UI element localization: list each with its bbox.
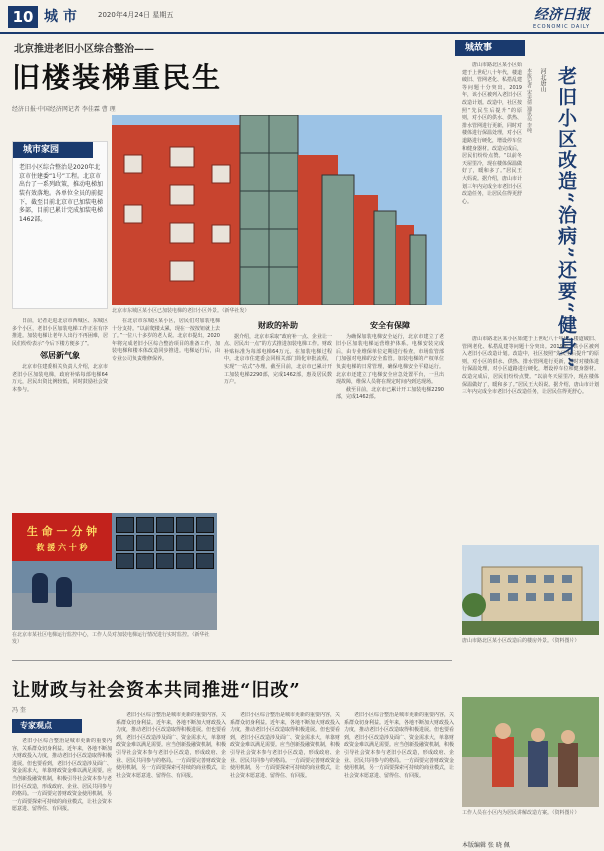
section-divider: [12, 660, 452, 661]
renovated-building-photo: [462, 545, 599, 635]
banner-line-2: 救 援 六 十 秒: [36, 543, 88, 552]
lead-byline: 经济日报·中国经济网记者 李佳霖 曹 理: [12, 106, 116, 113]
story-column: [462, 62, 522, 332]
second-column-4: [344, 712, 454, 844]
paragraph: 北京市住建委相关负责人介绍，北京市老旧小区加装电梯，政府补贴每部电梯64万元，居民出资比例较低，同时鼓励社会资本参与。: [12, 363, 108, 393]
paragraph: 老旧小区综合整治是城市更新的重要内容，关系群众切身利益。近年来，各地不断加大财政投入力度，推动老旧小区改造取得积极进展。但也要看到，老旧小区改造涉及面广、资金需求大，单靠财政资金难以满足需要。应当创新投融资机制，积极引导社会资本参与老旧小区改造，形成政府、企业、居民共同参与的格局。一方面要完善财政资金使用机制，另一方面要探索可持续的商业模式，让社会资本愿意进、留得住、有回报。: [344, 712, 454, 779]
subhead: 邻居新气象: [40, 351, 80, 361]
paragraph: 唐山市路北区某小区始建于上世纪八十年代，楼道破旧、管网老化、私搭乱建等问题十分突出。2019年，该小区被列入老旧小区改造计划。改造中，社区按照“先民生后提升”的原则，对小区的供水、供热、排水管网进行更新，同时对楼体进行保温处理，对小区道路进行硬化，增设停车位和健身器材。改造完成后，居民们纷纷点赞。“以前冬天屋里冷，现在楼体保温做好了，暖和多了。”居民王大妈说。据介绍，唐山市计划三年内完成全市老旧小区改造任务，让居民住得更舒心。: [462, 62, 522, 205]
story-byline: 本报记者 宋美倩 通讯员 李纯: [526, 68, 532, 133]
community-worker-photo: [462, 697, 599, 807]
sidebox-city-home: [12, 141, 108, 309]
story-column-lower: [462, 336, 599, 541]
masthead: [533, 4, 590, 30]
story-subtitle: 河北唐山: [539, 68, 546, 92]
monitoring-center-photo: [12, 513, 217, 630]
monitoring-photo-caption: 在北京市某社区电梯运行监控中心，工作人员对加装电梯运行情况进行实时监控。（新华社发）: [12, 632, 210, 645]
main-photo: [112, 115, 442, 305]
operator-figure: [32, 573, 48, 603]
paragraph: 在北京市东城区某小区，居民们对加装电梯十分支持。“以前爬楼太累，现在一按按钮就上去了。”一位八十多岁的老人说。北京市提出，2020年将完成老旧小区综合整治项目的准备工作，加装电梯和楼本体改造同步推进。电梯运行后，由专业公司负责维修保养。: [112, 318, 220, 362]
paragraph: 据介绍，北京市采取“政府补一点、企业让一点、居民出一点”的方式推进加装电梯工作。财政补贴标准为每部电梯64万元。在加装电梯过程中，北京市住建委会同相关部门简化审批流程，实现“一站式”办理。截至目前，北京市已累计开工加装电梯2290部，完成1462部，惠及居民数万户。: [224, 333, 332, 386]
paragraph: 唐山市路北区某小区始建于上世纪八十年代，楼道破旧、管网老化、私搭乱建等问题十分突出。2019年，该小区被列入老旧小区改造计划。改造中，社区按照“先民生后提升”的原则，对小区的供水、供热、排水管网进行更新，同时对楼体进行保温处理，对小区道路进行硬化，增设停车位和健身器材。改造完成后，居民们纷纷点赞。“以前冬天屋里冷，现在楼体保温做好了，暖和多了。”居民王大妈说。据介绍，唐山市计划三年内完成全市老旧小区改造任务，让居民住得更舒心。: [462, 336, 599, 396]
masthead-english: ECONOMIC DAILY: [533, 24, 590, 30]
masthead-logo: 经济日报: [534, 7, 590, 23]
editor-footer: 本版编辑 张 晓 佩: [462, 842, 510, 849]
paragraph: 截至目前，北京市已累计开工加装电梯2290部，完成1462部。: [336, 386, 444, 401]
second-column-1: [12, 738, 112, 844]
renovated-photo-caption: 唐山市路北区某小区改造后的楼房外景。（资料图片）: [462, 638, 580, 644]
second-headline: 让财政与社会资本共同推进“旧改”: [12, 680, 301, 701]
section-name: 城 市: [44, 9, 77, 25]
lead-column-3: [224, 318, 332, 648]
monitor-wall: [116, 517, 214, 569]
banner-line-1: 生 命 一 分 钟: [26, 525, 98, 538]
story-tag: 城故事: [455, 40, 525, 56]
paragraph: 老旧小区综合整治是城市更新的重要内容，关系群众切身利益。近年来，各地不断加大财政投入力度，推动老旧小区改造取得积极进展。但也要看到，老旧小区改造涉及面广、资金需求大，单靠财政资金难以满足需要。应当创新投融资机制，积极引导社会资本参与老旧小区改造，形成政府、企业、居民共同参与的格局。一方面要完善财政资金使用机制，另一方面要探索可持续的商业模式，让社会资本愿意进、留得住、有回报。: [230, 712, 340, 779]
publication-date: 2020年4月24日 星期五: [98, 11, 174, 19]
page-header: [0, 0, 604, 34]
sidebox-tag: 城市家园: [13, 142, 93, 158]
paragraph: 为确保加装电梯安全运行，北京市建立了老旧小区加装电梯运营维护体系。电梯安装完成后，由专业维保单位定期进行检查，市场监管部门加强对电梯的安全监管。加装电梯的产权单位负责电梯的日常管理，确保电梯安全平稳运行。北京市还建立了电梯安全应急处置平台，一旦出现故障，维保人员将在规定时间内到达现场。: [336, 333, 444, 386]
subhead: 财政的补助: [258, 321, 298, 330]
page-number: 10: [8, 6, 38, 28]
lead-kicker: 北京推进老旧小区综合整治——: [14, 44, 154, 55]
main-photo-caption: 北京市东城区某小区已加装电梯的老旧小区外景。（新华社发）: [112, 308, 250, 314]
second-column-2: [116, 712, 226, 844]
paragraph: 日前，记者走进北京市西城区、东城区多个小区，老旧小区加装电梯工作正在有序推进。加装电梯让老年人出行不再困难，居民们纷纷表示“今后下楼方便多了”。: [12, 318, 108, 347]
second-byline: 冯 奎: [12, 707, 26, 714]
story-title: 老旧小区改造“治病”还要“健身”: [555, 66, 577, 370]
expert-view-tag: 专家观点: [12, 719, 82, 733]
second-column-3: [230, 712, 340, 844]
paragraph: 老旧小区综合整治是城市更新的重要内容，关系群众切身利益。近年来，各地不断加大财政投入力度，推动老旧小区改造取得积极进展。但也要看到，老旧小区改造涉及面广、资金需求大，单靠财政资金难以满足需要。应当创新投融资机制，积极引导社会资本参与老旧小区改造，形成政府、企业、居民共同参与的格局。一方面要完善财政资金使用机制，另一方面要探索可持续的商业模式，让社会资本愿意进、留得住、有回报。: [12, 738, 112, 813]
lead-headline: 旧楼装梯重民生: [12, 61, 223, 94]
worker-photo-caption: 工作人员在小区内为居民讲解改造方案。（资料图片）: [462, 810, 580, 816]
building-elevator-illustration: [112, 115, 442, 305]
sidebox-body: 老旧小区综合整治是2020年北京市住建委“1号”工程。北京市出台了一系列政策，推动电梯加装有效落地。各单位全员的前提下，截至目前北京市已加装电梯多部，目前已累计完成加装电梯1462部。: [19, 164, 104, 224]
lead-column-2: [112, 318, 220, 508]
lead-column-4: [336, 318, 444, 648]
subhead: 安全有保障: [370, 321, 410, 330]
operator-figure: [56, 577, 72, 607]
lead-column-1: [12, 318, 108, 508]
rescue-banner: [12, 513, 112, 561]
paragraph: 老旧小区综合整治是城市更新的重要内容，关系群众切身利益。近年来，各地不断加大财政投入力度，推动老旧小区改造取得积极进展。但也要看到，老旧小区改造涉及面广、资金需求大，单靠财政资金难以满足需要。应当创新投融资机制，积极引导社会资本参与老旧小区改造，形成政府、企业、居民共同参与的格局。一方面要完善财政资金使用机制，另一方面要探索可持续的商业模式，让社会资本愿意进、留得住、有回报。: [116, 712, 226, 779]
